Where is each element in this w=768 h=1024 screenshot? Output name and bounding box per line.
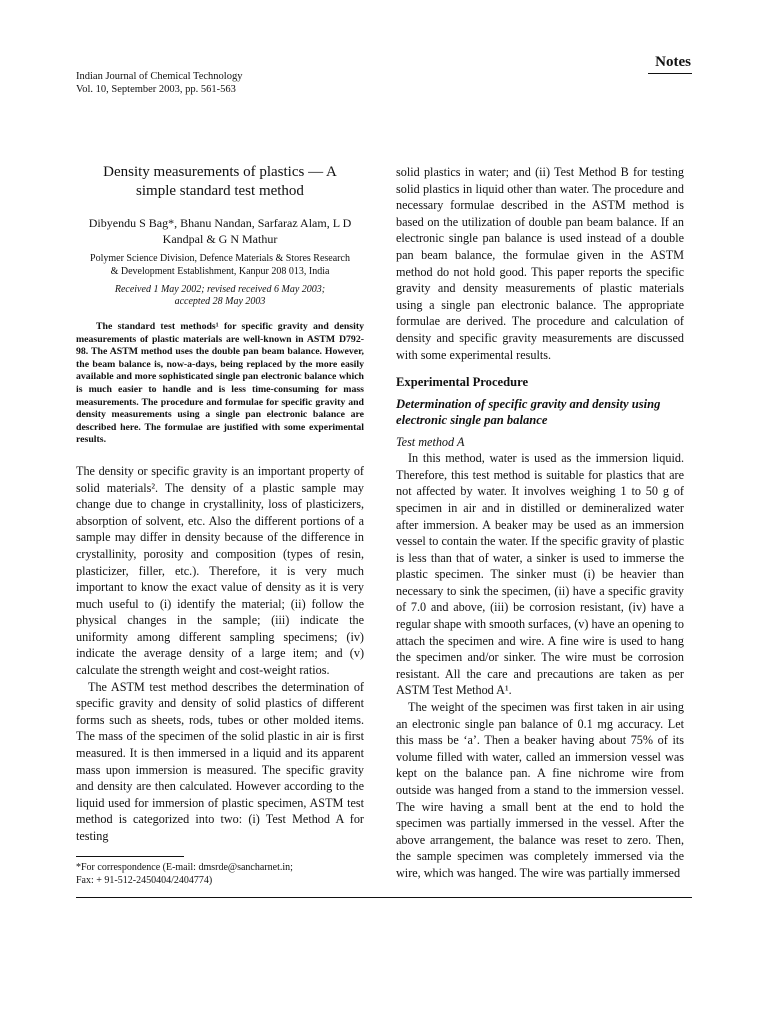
authors	[76, 215, 364, 247]
journal-citation	[76, 70, 242, 96]
subsubsection-heading: Test method A	[396, 435, 465, 450]
title-line: simple standard test method	[136, 183, 304, 199]
journal-volume: Vol. 10, September 2003, pp. 561-563	[76, 84, 236, 95]
footnote-rule	[76, 856, 184, 857]
page-bottom-rule	[76, 897, 692, 898]
right-column	[396, 164, 684, 882]
received-dates	[76, 284, 364, 308]
received-line: accepted 28 May 2003	[174, 296, 266, 307]
body-paragraph: solid plastics in water; and (ii) Test Method B for testing solid plastics in liquid other than water. The procedure and necessary formulae described in the ASTM method is based on the utilization of double pan beam balance. If an electronic single pan balance is used instead of a double pan beam balance, the formulae given in the ASTM method do not hold good. This paper reports the specific gravity and density measurements of plastic materials using a single pan electronic balance. The appropriate formulae are derived. The procedure and calculation of density and specific gravity measurements are discussed with some experimental results.	[396, 165, 684, 362]
abstract: The standard test methods¹ for specific gravity and density measurements of plastic materials are well-known in ASTM D792-98. The ASTM method uses the double pan beam balance. However, the beam balance is, now-a-days, being replaced by the more easily available and more sophisticated single pan electronic balance which is much easier to handle and is less time-consuming for mass measurements. The procedure and formulae for specific gravity and density measurements using a single pan electronic balance are described here. The formulae are justified with some experimental results.	[76, 321, 364, 446]
received-line: Received 1 May 2002; revised received 6 May 2003;	[114, 284, 326, 295]
body-paragraph: The weight of the specimen was first taken in air using an electronic single pan balance of 0.1 mg accuracy. Let this mass be ‘a’. Then a beaker having about 75% of its volume filled with water, called an immersion vessel was kept on the balance pan. A fine nichrome wire from outside was hanged from a stand to the immersion vessel. The wire having a small bent at the end to hold the specimen was partially immersed in the vessel. After the above arrangement, the balance was reset to zero. Then, the sample specimen was completely immersed via the wire, which was hanged. The wire was partially immersed	[396, 700, 684, 880]
affiliation-line: & Development Establishment, Kanpur 208 013, India	[110, 266, 330, 277]
left-column	[76, 163, 364, 845]
journal-name: Indian Journal of Chemical Technology	[76, 71, 243, 82]
correspondence-footnote	[76, 861, 293, 887]
authors-line: Dibyendu S Bag*, Bhanu Nandan, Sarfaraz Alam, L D	[88, 216, 352, 230]
authors-line: Kandpal & G N Mathur	[162, 232, 278, 246]
subsection-heading: Determination of specific gravity and density using electronic single pan balance	[396, 397, 661, 428]
title-line: Density measurements of plastics — A	[103, 164, 337, 180]
section-label: Notes	[655, 54, 691, 70]
footnote-line: Fax: + 91-512-2450404/2404774)	[76, 875, 213, 886]
body-paragraph: In this method, water is used as the immersion liquid. Therefore, this test method is suitable for plastics that are not affected by water. It involves weighing 1 to 50 g of specimen in air and in distilled or demineralized water after immersion. A beaker may be used as an immersion vessel to contain the water. If the specific gravity of plastic is less than that of water, a sinker is used to immerse the plastic specimen. The sinker must (i) be heavier than necessary to sink the specimen, (ii) have a specific gravity of 7.0 and above, (iii) be corrosion resistant, (iv) have a regular shape with smooth surfaces, (v) have an opening to attach the specimen and wire. A fine wire is used to hang the specimen and/or sinker. The wire must be corrosion resistant. All the care and precautions are taken as per ASTM Test Method A¹.	[396, 451, 684, 698]
section-rule	[648, 73, 692, 74]
affiliation-line: Polymer Science Division, Defence Materials & Stores Research	[90, 253, 350, 264]
article-title	[76, 163, 364, 201]
body-paragraph: The ASTM test method describes the determination of specific gravity and density of solid plastics of different forms such as sheets, rods, tubes or other molded items. The mass of the specimen of the solid plastic in air is first measured. It is then immersed in a liquid and its apparent mass upon immersion is measured. The specific gravity and density are then calculated. However according to the liquid used for immersion of plastic specimen, ASTM test method is categorized into two: (i) Test Method A for testing	[76, 679, 364, 843]
body-paragraph: The density or specific gravity is an important property of solid materials². The density of a plastic sample may change due to change in crystallinity, loss of plasticizers, absorption of solvent, etc. Also the different portions of a sample may differ in density because of the difference in crystallinity, porosity and composition (types of resin, plasticizer, filler, etc.). Therefore, it is very much important to know the exact value of density as it is very much useful to (i) identify the material; (ii) follow the physical changes in the sample; (iii) indicate the uniformity among different sampling specimens; (iv) indicate the average density of a large item; and (v) calculate the strength weight and cost-weight ratios.	[76, 463, 364, 678]
affiliation	[76, 252, 364, 278]
section-heading: Experimental Procedure	[396, 375, 529, 390]
footnote-line: *For correspondence (E-mail: dmsrde@sancharnet.in;	[76, 862, 293, 873]
